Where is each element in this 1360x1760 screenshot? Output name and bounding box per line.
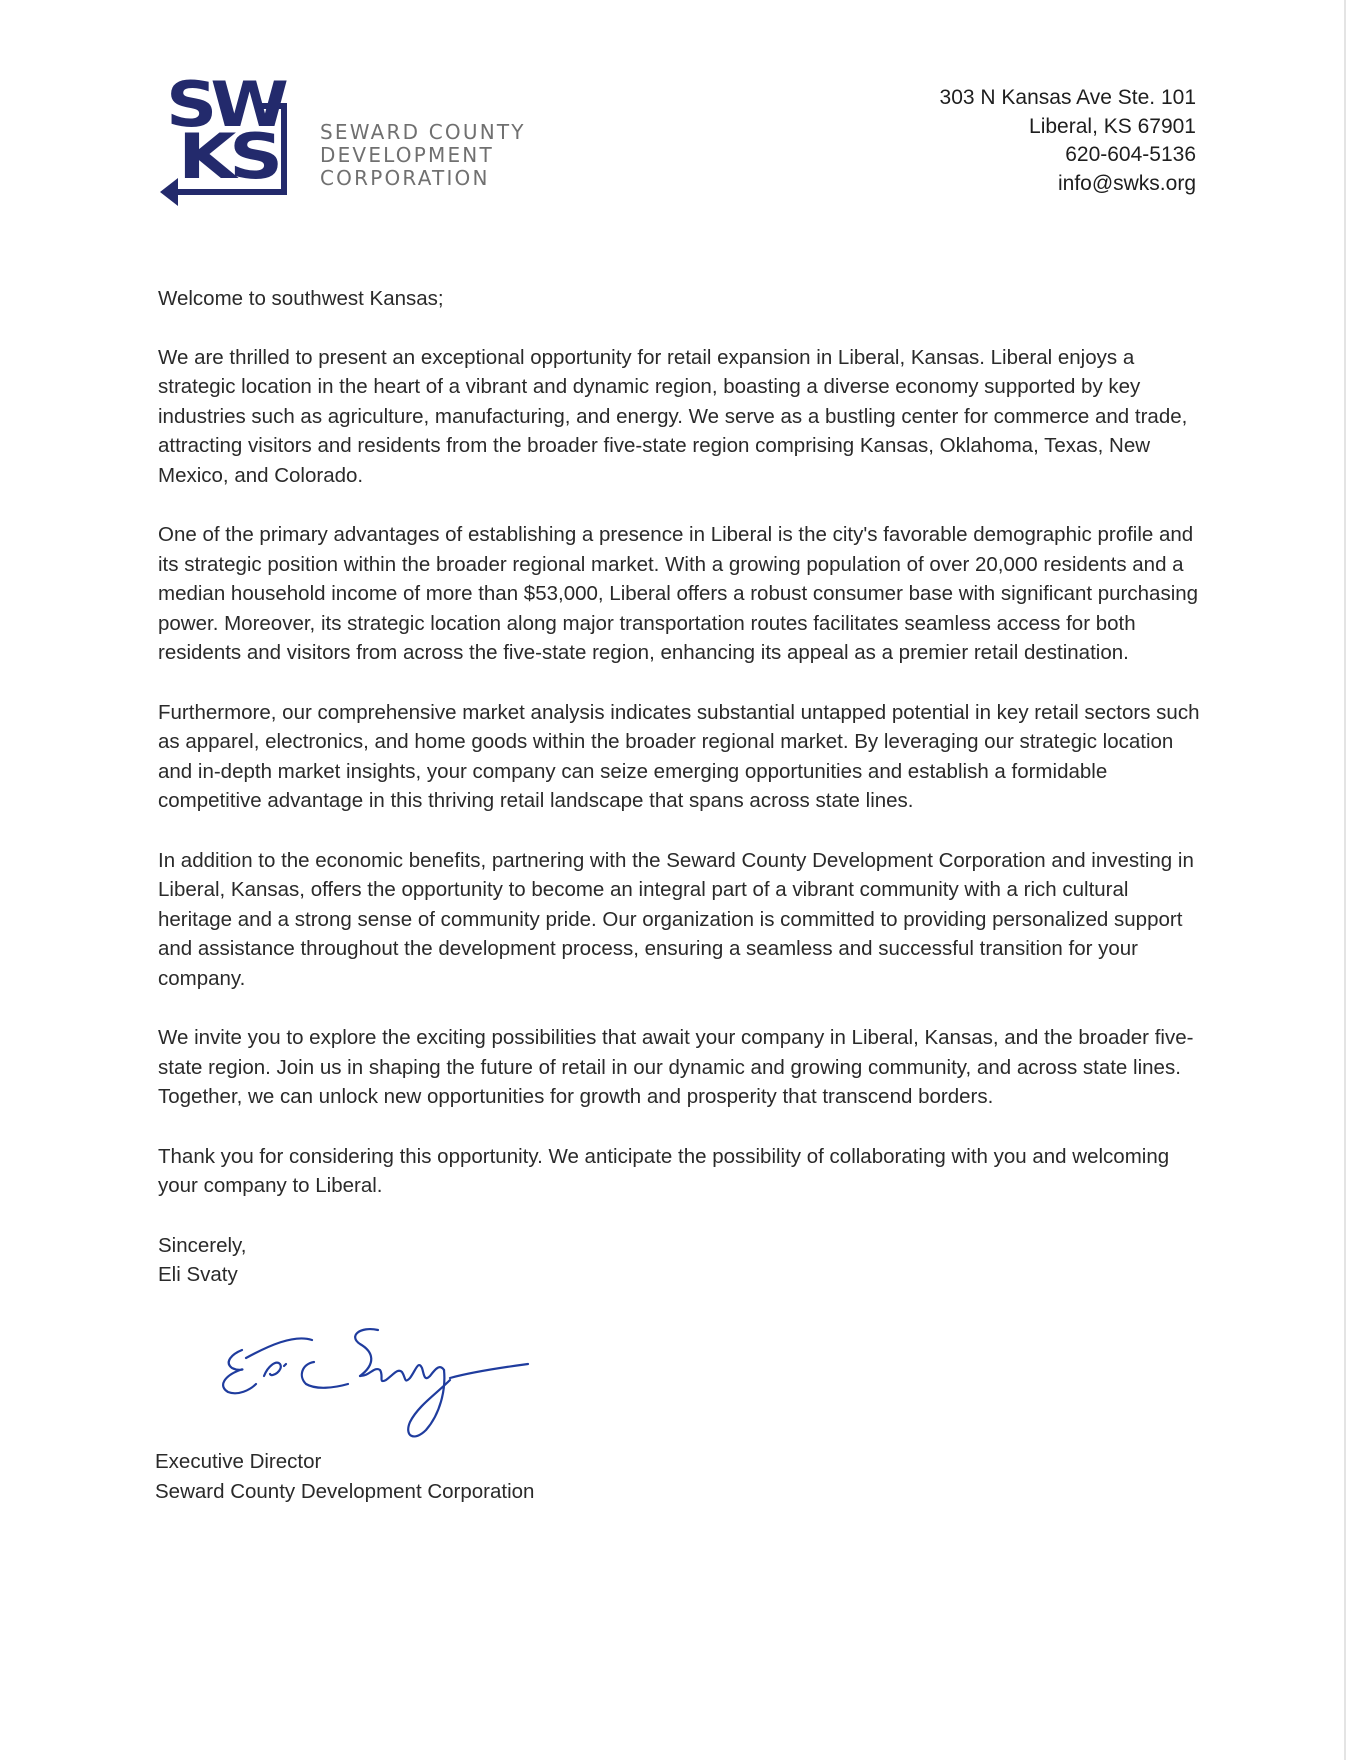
- signer-name: Eli Svaty: [158, 1263, 238, 1286]
- paragraph: One of the primary advantages of establishing a presence in Liberal is the city's favorable demographic profile and its strategic position within the broader regional market. With a growing population of over 20,000 residents and a median household income of more than $53,000, Liberal offers a robust consumer base with significant purchasing power. Moreover, its strategic location along major transportation routes facilitates seamless access for both residents and visitors from across the five-state region, enhancing its appeal as a premier retail destination.: [158, 523, 1199, 664]
- paragraph: We invite you to explore the exciting possibilities that await your company in Liberal, Kansas, and the broader five-state region. Join us in shaping the future of retail in our dynamic and growing community, and across state lines. Together, we can unlock new opportunities for growth and prosperity that transcend borders.: [158, 1026, 1194, 1108]
- scan-page-edge: [1344, 0, 1346, 1760]
- address-phone: 620-604-5136: [1065, 143, 1196, 166]
- logo-org-name: [320, 121, 526, 190]
- logo-org-line: CORPORATION: [320, 166, 490, 190]
- paragraph: Furthermore, our comprehensive market analysis indicates substantial untapped potential in key retail sectors such as apparel, electronics, and home goods within the broader regional market. By leveraging our strategic location and in-depth market insights, your company can seize emerging opportunities and establish a formidable competitive advantage in this thriving retail landscape that spans across state lines.: [158, 700, 1200, 812]
- closing-block: [158, 1231, 1208, 1290]
- logo-org-line: DEVELOPMENT: [320, 143, 494, 167]
- signer-org: Seward County Development Corporation: [155, 1480, 535, 1503]
- logo-org-line: SEWARD COUNTY: [320, 120, 526, 144]
- paragraph: We are thrilled to present an exceptional opportunity for retail expansion in Liberal, Kansas. Liberal enjoys a strategic location in the heart of a vibrant and dynamic region, boasting a diverse economy supported by key industries such as agriculture, manufacturing, and energy. We serve as a bustling center for commerce and trade, attracting visitors and residents from the broader five-state region comprising Kansas, Oklahoma, Texas, New Mexico, and Colorado.: [158, 345, 1188, 487]
- signer-title-block: [155, 1447, 534, 1507]
- address-street: 303 N Kansas Ave Ste. 101: [939, 86, 1196, 109]
- letter-body: [158, 284, 1208, 1290]
- swks-logo-mark: [160, 74, 310, 224]
- address-block: [940, 84, 1196, 198]
- address-city: Liberal, KS 67901: [1029, 114, 1196, 138]
- salutation: Welcome to southwest Kansas;: [158, 287, 444, 310]
- paragraph: In addition to the economic benefits, partnering with the Seward County Development Corporation and investing in Liberal, Kansas, offers the opportunity to become an integral part of a vibrant community with a rich cultural heritage and a strong sense of community pride. Our organization is committed to providing personalized support and assistance throughout the development process, ensuring a seamless and successful transition for your company.: [158, 848, 1194, 990]
- address-email[interactable]: info@swks.org: [1057, 171, 1196, 195]
- svg-text:SW: SW: [166, 74, 288, 141]
- swks-logo: [160, 74, 540, 224]
- signer-title: Executive Director: [155, 1450, 322, 1473]
- closing: Sincerely,: [158, 1233, 247, 1257]
- paragraph: Thank you for considering this opportunity. We anticipate the possibility of collaborating with you and welcoming your company to Liberal.: [158, 1144, 1170, 1197]
- svg-text:KS: KS: [178, 120, 279, 193]
